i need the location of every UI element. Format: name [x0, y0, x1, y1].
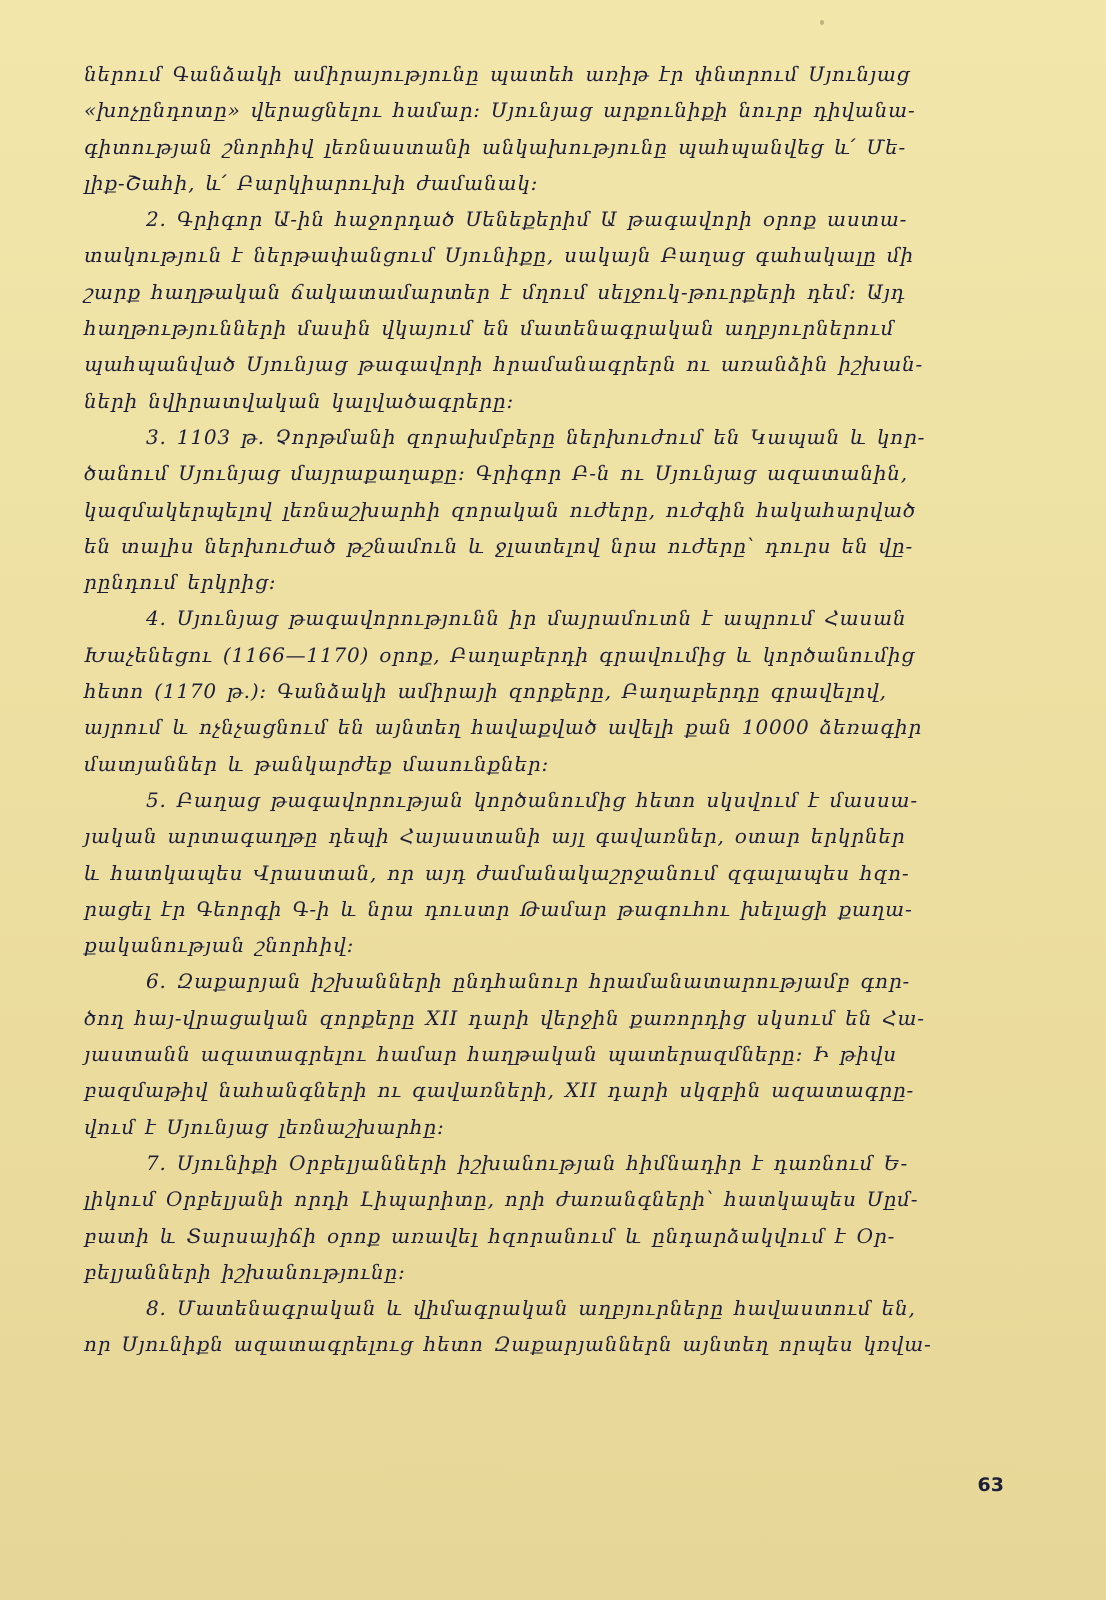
text-line: վում է Սյունյաց լեռնաշխարհը։ — [84, 1114, 445, 1139]
text-line: բելյանների իշխանությունը։ — [84, 1259, 406, 1284]
text-line: Խաչենեցու (1166—1170) օրոք, Բաղաբերդի գրավումից և կործանումից — [84, 642, 915, 667]
paragraph — [84, 1290, 1010, 1363]
text-line: գիտության շնորհիվ լեռնաստանի անկախությունը պահպանվեց և՛ Մե- — [84, 134, 907, 159]
text-line: յական արտագաղթը դեպի Հայաստանի այլ գավառներ, օտար երկրներ — [84, 824, 906, 849]
paragraph — [84, 963, 1010, 1144]
text-line: ծանում Սյունյաց մայրաքաղաքը։ Գրիգոր Բ-ն ու Սյունյաց ազատանին, — [84, 461, 908, 486]
paper-speck — [820, 20, 824, 25]
text-line: հետո (1170 թ.)։ Գանձակի ամիրայի զորքերը, Բաղաբերդը գրավելով, — [84, 679, 887, 704]
text-line: 7. Սյունիքի Օրբելյանների իշխանության հիմնադիր է դառնում Ե- — [146, 1150, 909, 1175]
text-line: 5. Բաղաց թագավորության կործանումից հետո սկսվում է մասսա- — [146, 787, 918, 812]
text-line: շարք հաղթական ճակատամարտեր է մղում սելջուկ-թուրքերի դեմ։ Այդ — [84, 279, 906, 304]
text-line: մատյաններ և թանկարժեք մասունքներ։ — [84, 751, 550, 776]
body-text — [84, 56, 1010, 1363]
text-line: և հատկապես Վրաստան, որ այդ ժամանակաշրջանում զգալապես հզո- — [84, 860, 910, 885]
text-line: ներում Գանձակի ամիրայությունը պատեհ առիթ էր փնտրում Սյունյաց — [84, 62, 911, 86]
text-line: կազմակերպելով լեռնաշխարհի զորական ուժերը, ուժգին հակահարված — [84, 497, 917, 522]
text-line: 4. Սյունյաց թագավորությունն իր մայրամուտն է ապրում Հասան — [146, 606, 907, 631]
paragraph — [84, 600, 1010, 781]
text-line: են տալիս ներխուժած թշնամուն և ջլատելով նրա ուժերը՝ դուրս են վը- — [84, 533, 914, 558]
text-line: 2. Գրիգոր Ա-ին հաջորդած Սենեքերիմ Ա թագավորի օրոք աստա- — [146, 207, 908, 232]
text-line: բատի և Տարսայիճի օրոք առավել հզորանում և ընդարձակվում է Օր- — [84, 1223, 896, 1248]
text-line: հաղթությունների մասին վկայում են մատենագրական աղբյուրներում — [84, 316, 895, 341]
text-line: ների նվիրատվական կալվածագրերը։ — [84, 388, 515, 413]
paragraph — [84, 56, 1010, 201]
text-line: պահպանված Սյունյաց թագավորի հրամանագրերն ու առանձին իշխան- — [84, 352, 924, 377]
text-line: տակություն է ներթափանցում Սյունիքը, սակայն Բաղաց գահակալը մի — [84, 243, 914, 268]
text-line: յաստանն ազատագրելու համար հաղթական պատերազմները։ Ի թիվս — [84, 1042, 897, 1067]
text-line: որ Սյունիքն ազատագրելուց հետո Զաքարյաններն այնտեղ որպես կռվա- — [84, 1332, 932, 1357]
text-line: այրում և ոչնչացնում են այնտեղ հավաքված ավելի քան 10000 ձեռագիր — [84, 715, 923, 740]
text-line: րացել էր Գեորգի Գ-ի և նրա դուստր Թամար թագուհու խելացի քաղա- — [84, 896, 913, 921]
paragraph — [84, 782, 1010, 963]
text-line: ծող հայ-վրացական զորքերը XII դարի վերջին քառորդից սկսում են Հա- — [84, 1005, 925, 1030]
paragraph — [84, 419, 1010, 600]
text-line: լիք-Շահի, և՛ Բարկիարուխի ժամանակ։ — [84, 170, 539, 195]
text-line: րընդում երկրից։ — [84, 570, 277, 595]
paragraph — [84, 1145, 1010, 1290]
text-line: «խոչընդոտը» վերացնելու համար։ Սյունյաց արքունիքի նուրբ դիվանա- — [84, 98, 916, 123]
text-line: 3. 1103 թ. Չորթմանի զորախմբերը ներխուժում են Կապան և կոր- — [146, 424, 926, 449]
text-line: 6. Զաքարյան իշխանների ընդհանուր հրամանատարությամբ գոր- — [146, 969, 911, 994]
page-number: 63 — [977, 1474, 1004, 1496]
paragraph — [84, 201, 1010, 419]
text-line: 8. Մատենագրական և վիմագրական աղբյուրները հավաստում են, — [146, 1296, 916, 1321]
text-line: քականության շնորհիվ։ — [84, 933, 355, 958]
text-line: լիկում Օրբելյանի որդի Լիպարիտը, որի ժառանգների՝ հատկապես Սըմ- — [84, 1187, 919, 1212]
text-line: բազմաթիվ նահանգների ու գավառների, XII դարի սկզբին ազատագրը- — [84, 1078, 915, 1103]
